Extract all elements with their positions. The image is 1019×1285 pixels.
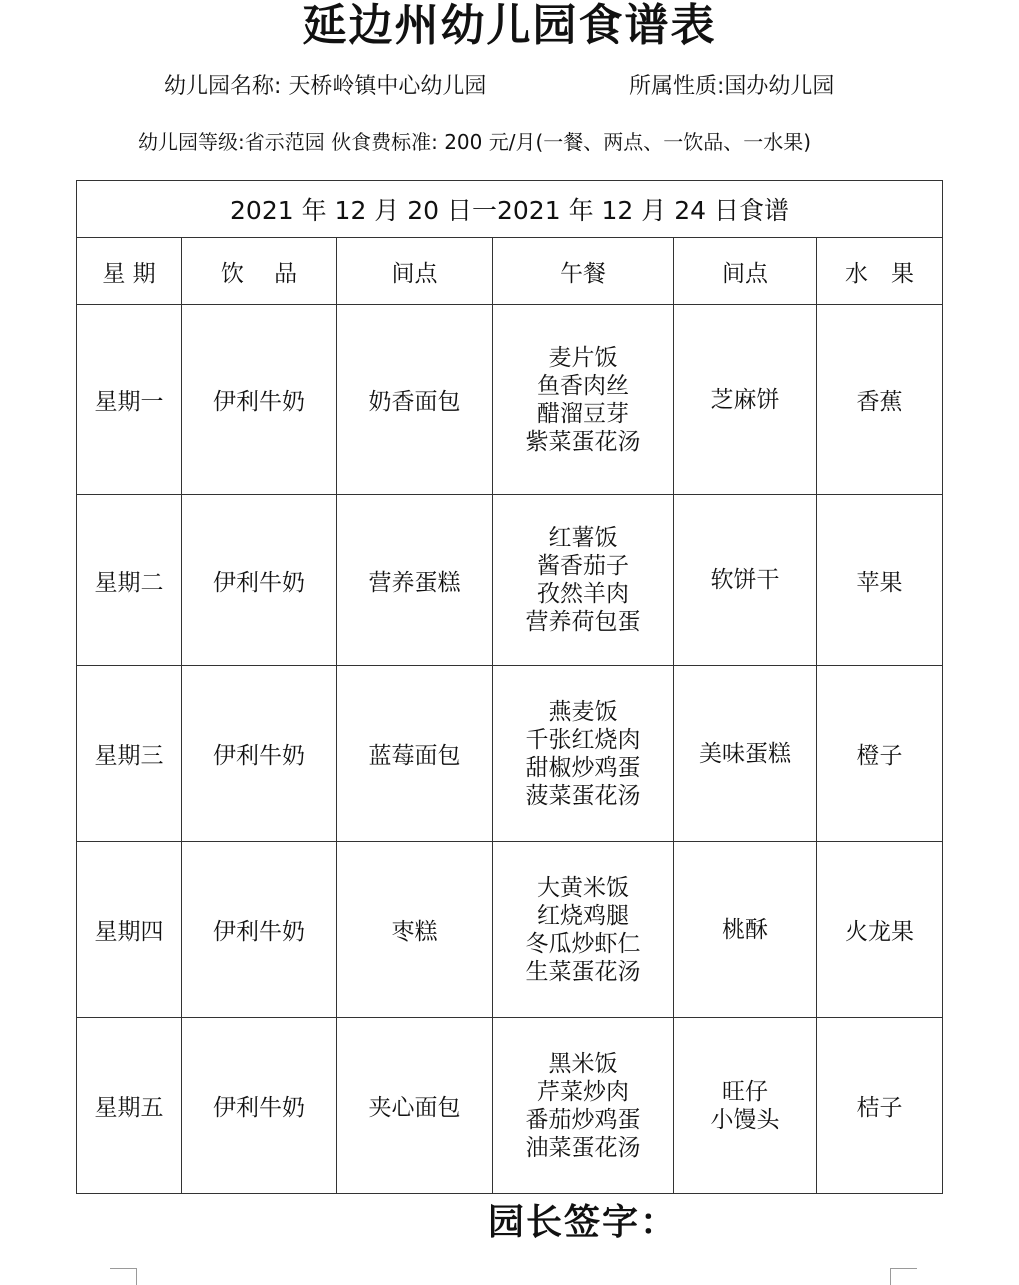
drink-cell: 伊利牛奶: [182, 842, 337, 1018]
drink-cell: 伊利牛奶: [182, 666, 337, 842]
drink-cell: 伊利牛奶: [182, 495, 337, 666]
fruit-cell: 苹果: [817, 495, 943, 666]
fruit-cell: 香蕉: [817, 305, 943, 495]
page-title: 延边州幼儿园食谱表: [302, 0, 717, 51]
lunch-item: 酱香茄子: [537, 553, 629, 579]
lunch-item: 生菜蛋花汤: [525, 958, 641, 985]
lunch-cell: [493, 1018, 674, 1194]
lunch-item: 黑米饭: [548, 1050, 618, 1077]
header-fruit: 水 果: [817, 238, 943, 305]
day-cell: 星期一: [77, 305, 182, 495]
table-row: [77, 842, 943, 1018]
snack-afternoon-item: 小馒头: [710, 1106, 780, 1133]
snack-morning-cell: 奶香面包: [337, 305, 493, 495]
header-row: [77, 238, 943, 305]
snack-afternoon-cell: [674, 495, 817, 666]
lunch-item: 芹菜炒肉: [537, 1078, 629, 1105]
header-snack-afternoon: 间点: [674, 238, 817, 305]
lunch-item: 孜然羊肉: [537, 581, 629, 607]
lunch-item: 红烧鸡腿: [537, 902, 629, 929]
snack-afternoon-cell: [674, 305, 817, 495]
lunch-item: 麦片饭: [548, 344, 618, 371]
lunch-item: 红薯饭: [548, 525, 618, 551]
lunch-cell: [493, 666, 674, 842]
lunch-cell: [493, 305, 674, 495]
header-lunch: 午餐: [493, 238, 674, 305]
day-cell: 星期二: [77, 495, 182, 666]
snack-afternoon-cell: [674, 1018, 817, 1194]
snack-afternoon-item: 美味蛋糕: [699, 740, 791, 767]
snack-morning-cell: 营养蛋糕: [337, 495, 493, 666]
lunch-item: 油菜蛋花汤: [525, 1134, 641, 1161]
page-corner-mark-left: [110, 1268, 137, 1285]
lunch-cell: [493, 842, 674, 1018]
lunch-item: 醋溜豆芽: [537, 400, 629, 427]
snack-morning-cell: 枣糕: [337, 842, 493, 1018]
snack-afternoon-item: 软饼干: [710, 567, 780, 593]
kindergarten-grade-fee: 幼儿园等级:省示范园 伙食费标准: 200 元/月(一餐、两点、一饮品、一水果): [138, 130, 812, 154]
snack-afternoon-item: 桃酥: [722, 916, 768, 943]
lunch-item: 燕麦饭: [548, 698, 618, 725]
lunch-item: 菠菜蛋花汤: [525, 782, 641, 809]
snack-morning-cell: 夹心面包: [337, 1018, 493, 1194]
menu-period: 2021 年 12 月 20 日一2021 年 12 月 24 日食谱: [77, 181, 943, 238]
drink-cell: 伊利牛奶: [182, 305, 337, 495]
table-row: [77, 1018, 943, 1194]
drink-cell: 伊利牛奶: [182, 1018, 337, 1194]
fruit-cell: 桔子: [817, 1018, 943, 1194]
kindergarten-nature: 所属性质:国办幼儿园: [629, 74, 835, 99]
day-cell: 星期四: [77, 842, 182, 1018]
header-day: 星 期: [77, 238, 182, 305]
kindergarten-name: 幼儿园名称: 天桥岭镇中心幼儿园: [164, 74, 487, 99]
lunch-item: 紫菜蛋花汤: [525, 428, 641, 455]
table-row: [77, 495, 943, 666]
page-corner-mark-right: [890, 1268, 917, 1285]
period-row: [77, 181, 943, 238]
lunch-item: 千张红烧肉: [525, 726, 641, 753]
lunch-item: 营养荷包蛋: [525, 609, 641, 635]
lunch-item: 鱼香肉丝: [537, 372, 629, 399]
snack-afternoon-item: 旺仔: [722, 1078, 768, 1105]
table-row: [77, 666, 943, 842]
lunch-item: 大黄米饭: [537, 874, 629, 901]
day-cell: 星期三: [77, 666, 182, 842]
lunch-cell: [493, 495, 674, 666]
header-drink: 饮 品: [182, 238, 337, 305]
header-snack-morning: 间点: [337, 238, 493, 305]
snack-afternoon-item: 芝麻饼: [710, 386, 780, 413]
day-cell: 星期五: [77, 1018, 182, 1194]
snack-afternoon-cell: [674, 666, 817, 842]
menu-table: [76, 180, 943, 1194]
snack-morning-cell: 蓝莓面包: [337, 666, 493, 842]
principal-signature-label: 园长签字：: [488, 1202, 679, 1243]
table-row: [77, 305, 943, 495]
fruit-cell: 橙子: [817, 666, 943, 842]
snack-afternoon-cell: [674, 842, 817, 1018]
lunch-item: 冬瓜炒虾仁: [525, 930, 641, 957]
lunch-item: 番茄炒鸡蛋: [525, 1106, 641, 1133]
fruit-cell: 火龙果: [817, 842, 943, 1018]
lunch-item: 甜椒炒鸡蛋: [525, 754, 641, 781]
